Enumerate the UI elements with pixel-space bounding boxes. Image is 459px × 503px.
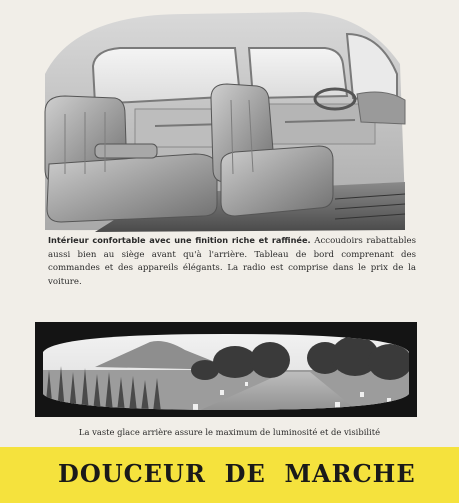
rear-window-caption: La vaste glace arrière assure le maximum de luminosité et de visibilité: [78, 427, 381, 437]
car-interior-illustration: [35, 4, 411, 234]
interior-caption: [48, 234, 416, 289]
caption-lead: Intérieur confortable avec une finition riche et raffinée.: [48, 235, 311, 245]
car-interior-drawing: [35, 4, 411, 234]
rear-window-view: [35, 322, 417, 417]
rear-window-photo: [35, 322, 417, 417]
section-heading: DOUCEUR DE MARCHE: [58, 459, 416, 488]
caption-body: Accoudoirs rabattables aussi bien au siège avant qu'à l'arrière. Tableau de bord comprenant des commandes et des appareils élégants. La radio est comprise dans le prix de la voiture.: [48, 236, 416, 287]
